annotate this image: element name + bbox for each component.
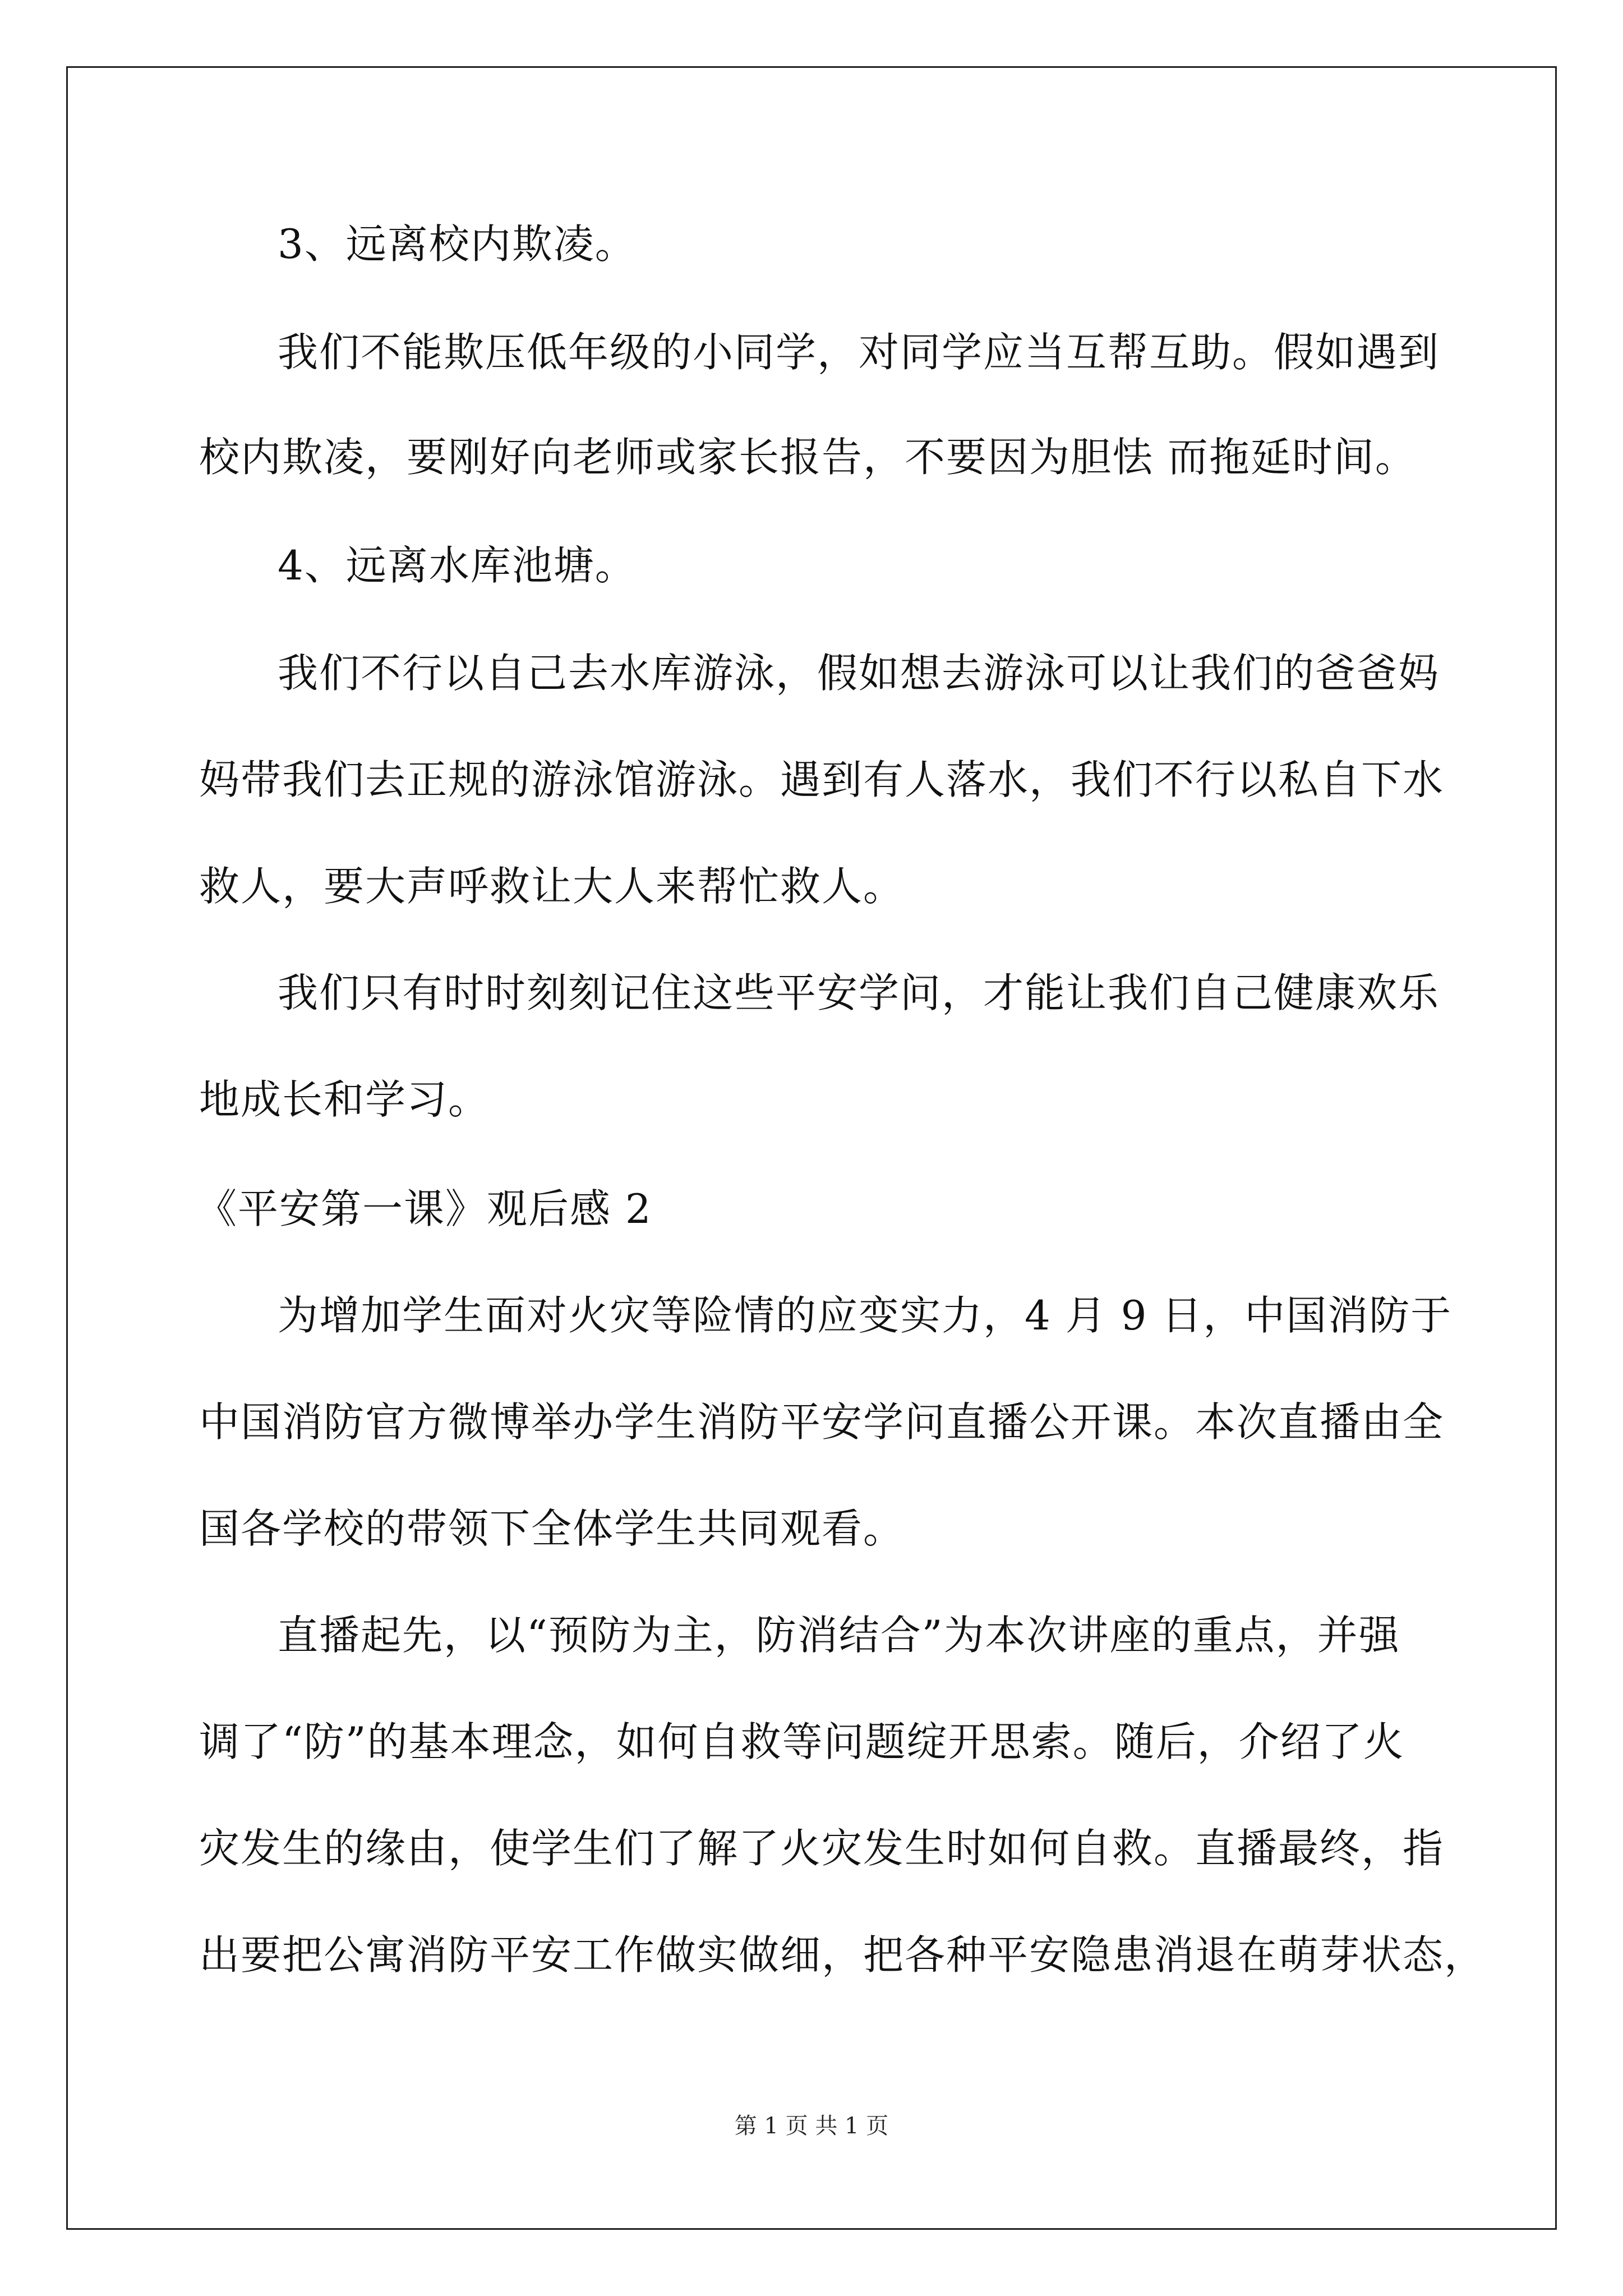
paragraph-line: 我们不行以自己去水库游泳，假如想去游泳可以让我们的爸爸妈	[278, 650, 1440, 697]
paragraph-line: 调了“防”的基本理念，如何自救等问题绽开思索。随后，介绍了火	[199, 1718, 1405, 1765]
paragraph-line: 校内欺凌，要刚好向老师或家长报告，不要因为胆怯 而拖延时间。	[199, 434, 1417, 481]
paragraph-line: 为增加学生面对火灾等险情的应变实力，4 月 9 日，中国消防于	[278, 1292, 1453, 1339]
paragraph-line: 国各学校的带领下全体学生共同观看。	[199, 1505, 905, 1552]
paragraph-line: 出要把公寓消防平安工作做实做细，把各种平安隐患消退在萌芽状态，	[199, 1931, 1486, 1978]
page-border	[66, 66, 1557, 2230]
paragraph-line: 我们只有时时刻刻记住这些平安学问，才能让我们自己健康欢乐	[278, 969, 1440, 1016]
paragraph-line: 地成长和学习。	[199, 1076, 490, 1123]
paragraph-line: 灾发生的缘由，使学生们了解了火灾发生时如何自救。直播最终，指	[199, 1825, 1445, 1872]
section-title: 《平安第一课》观后感 2	[196, 1185, 652, 1232]
list-heading-3: 3、远离校内欺凌。	[278, 220, 637, 268]
page-footer: 第 1 页 共 1 页	[734, 2113, 889, 2139]
paragraph-line: 救人，要大声呼救让大人来帮忙救人。	[199, 863, 905, 910]
list-heading-4: 4、远离水库池塘。	[278, 542, 637, 589]
paragraph-line: 我们不能欺压低年级的小同学，对同学应当互帮互助。假如遇到	[278, 329, 1440, 376]
paragraph-line: 妈带我们去正规的游泳馆游泳。遇到有人落水，我们不行以私自下水	[199, 756, 1445, 803]
paragraph-line: 中国消防官方微博举办学生消防平安学问直播公开课。本次直播由全	[199, 1398, 1445, 1446]
paragraph-line: 直播起先，以“预防为主，防消结合”为本次讲座的重点，并强	[278, 1612, 1400, 1659]
